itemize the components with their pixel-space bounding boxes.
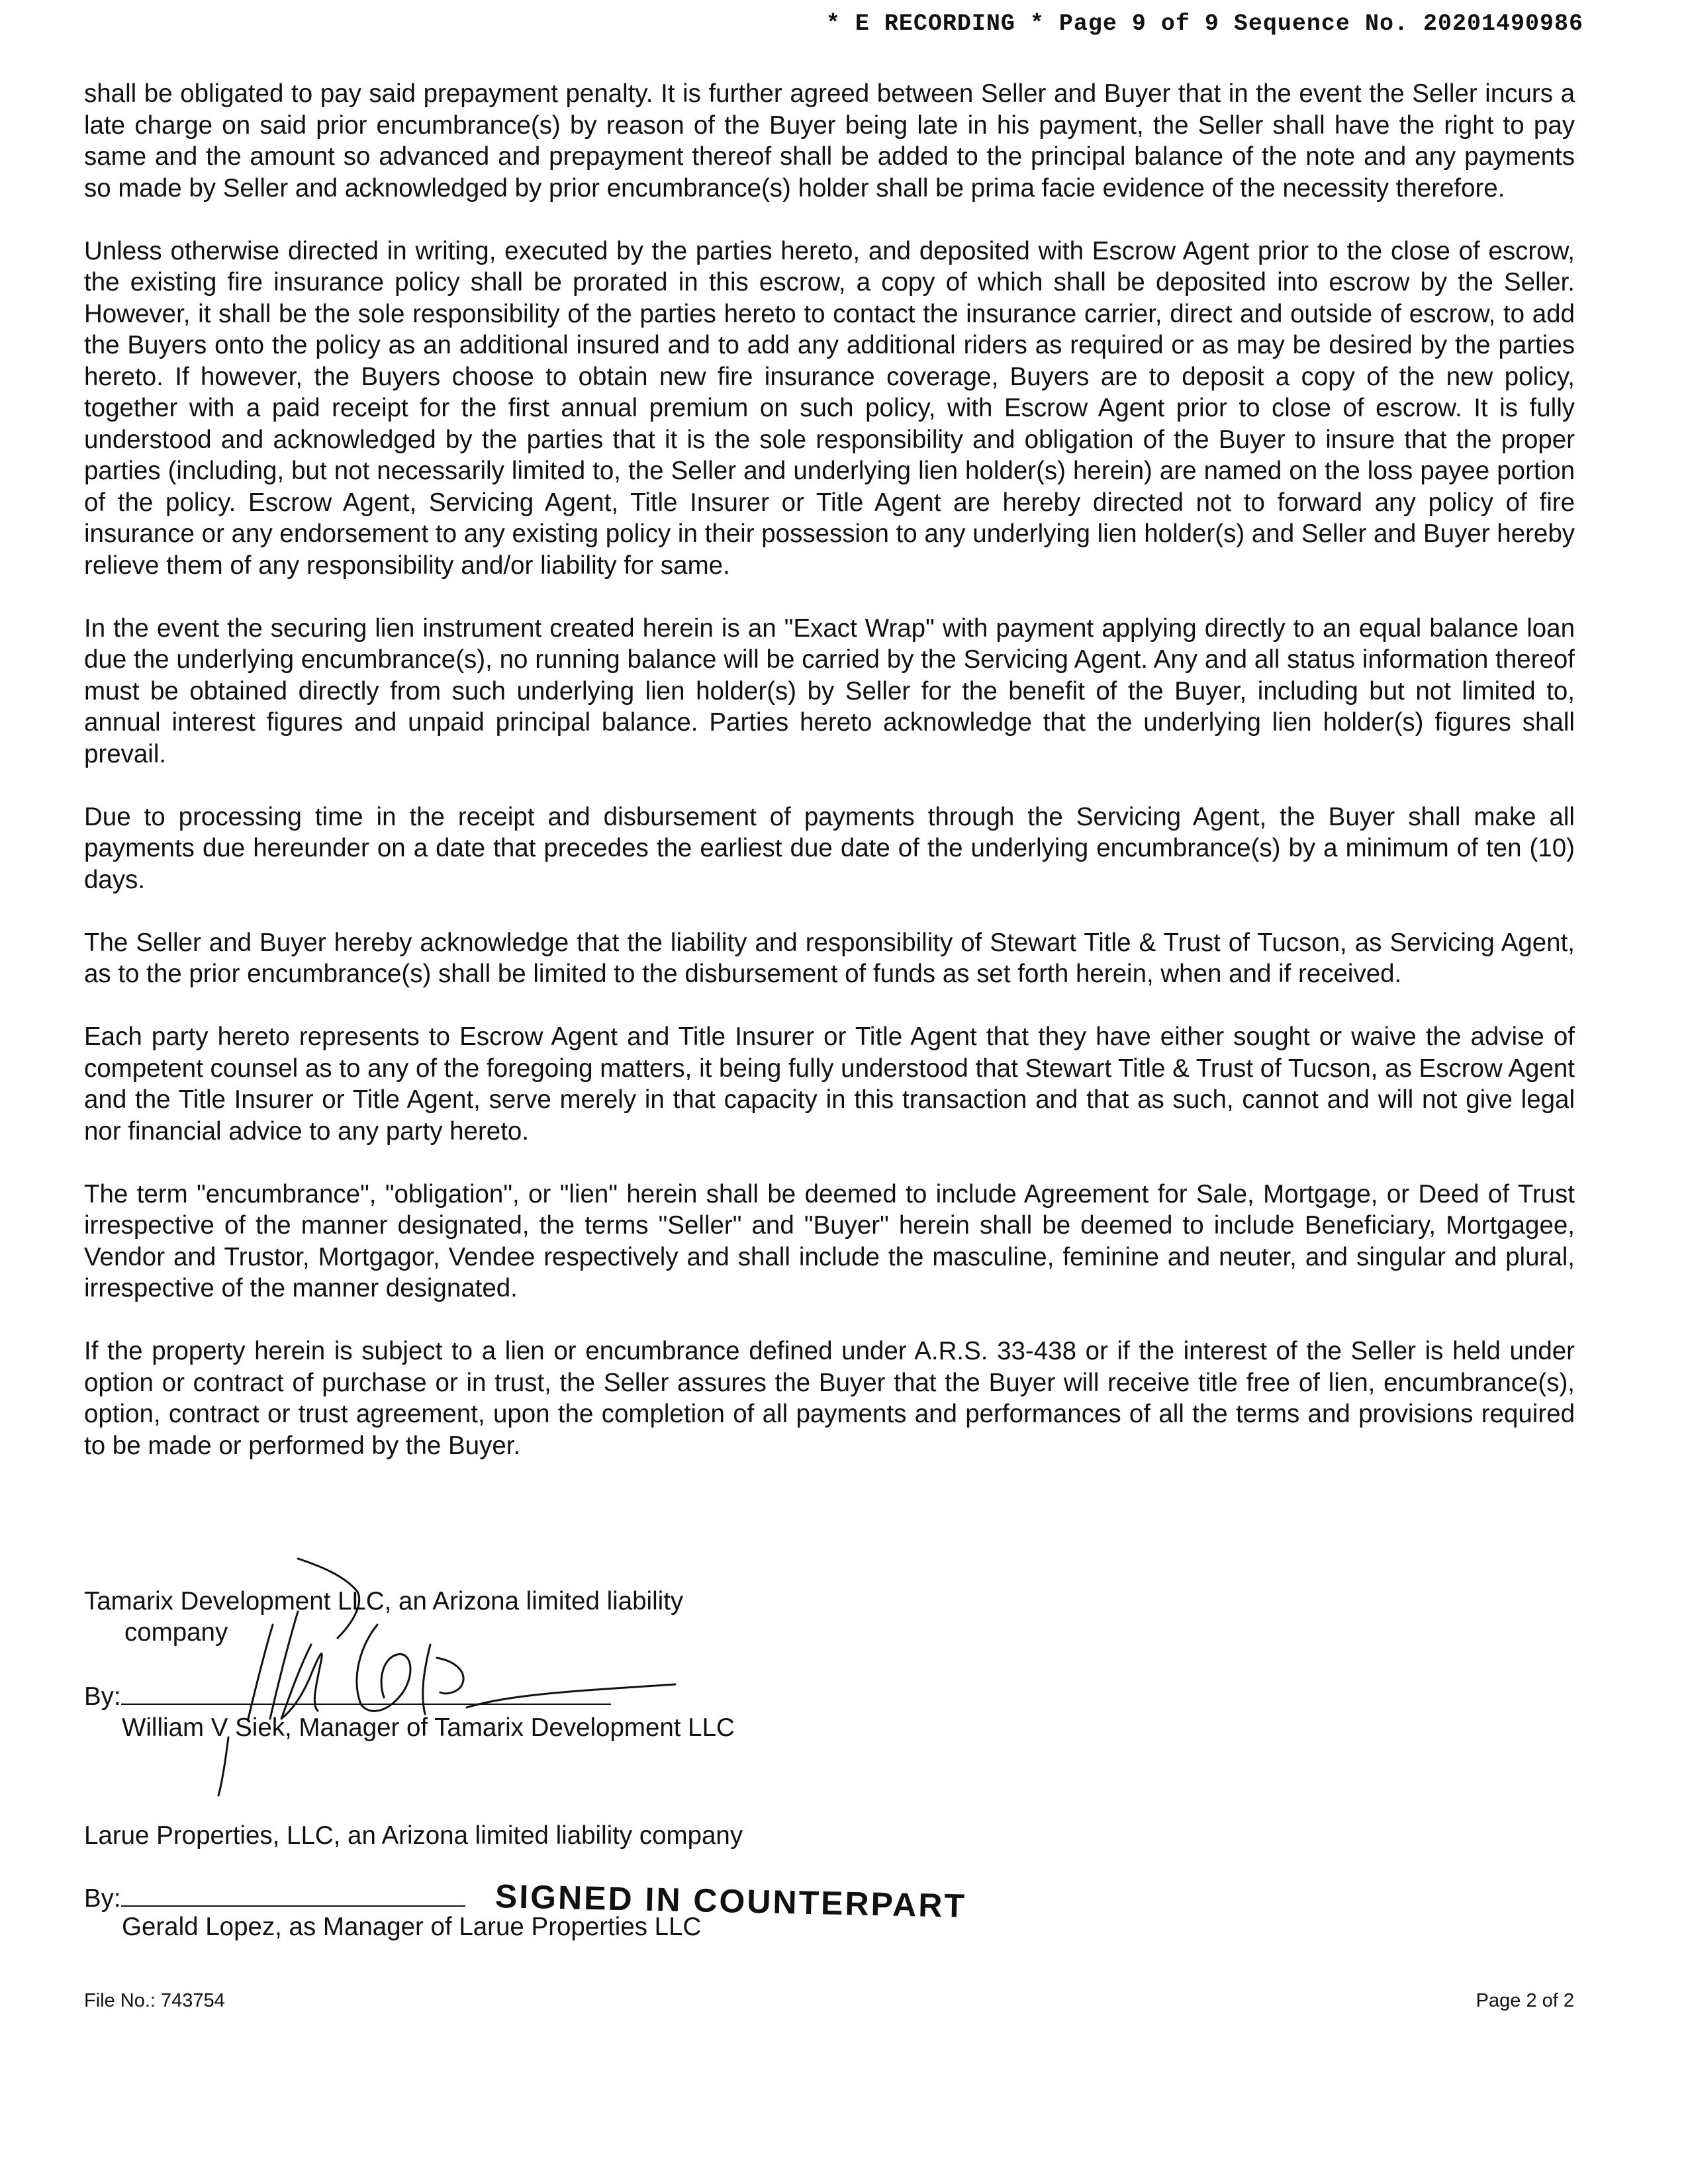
party2-signer: Gerald Lopez, as Manager of Larue Properties LLC — [122, 1913, 702, 1941]
page-number: Page 2 of 2 — [1476, 1990, 1574, 2011]
party1-by-label: By: — [84, 1682, 121, 1711]
file-number: File No.: 743754 — [84, 1990, 225, 2011]
party2-signature-line — [121, 1905, 465, 1907]
paragraph-definitions: The term "encumbrance", "obligation", or "lien" herein shall be deemed to include Agreement for Sale, Mortgage, or Deed of Trust irrespective of the manner designated, the terms "Seller" and "Buyer" herein shall be deemed to include Beneficiary, Mortgagee, Vendor and Trustor, Mortgagor, Vendee respectively and shall include the masculine, feminine and neuter, and singular and plural, irrespective of the manner designated. — [84, 1179, 1575, 1302]
document-body — [84, 78, 1575, 1461]
signed-in-counterpart-stamp: SIGNED IN COUNTERPART — [494, 1878, 967, 1925]
party1-signer: William V Siek, Manager of Tamarix Development LLC — [122, 1713, 735, 1742]
party1-name-line2: company — [124, 1618, 228, 1647]
paragraph-fire-insurance: Unless otherwise directed in writing, executed by the parties hereto, and deposited with Escrow Agent prior to the close of escrow, the existing fire insurance policy shall be prorated in this escrow, a copy of which shall be deposited into escrow by the Seller. However, it shall be the sole responsibility of the parties hereto to contact the insurance carrier, direct and outside of escrow, to add the Buyers onto the policy as an additional insured and to add any additional riders as required or as may be desired by the parties hereto. If however, the Buyers choose to obtain new fire insurance coverage, Buyers are to deposit a copy of the new policy, together with a paid receipt for the first annual premium on such policy, with Escrow Agent prior to close of escrow. It is fully understood and acknowledged by the parties that it is the sole responsibility and obligation of the Buyer to insure that the proper parties (including, but not necessarily limited to, the Seller and underlying lien holder(s) herein) are named on the loss payee portion of the policy. Escrow Agent, Servicing Agent, Title Insurer or Title Agent are hereby directed not to forward any policy of fire insurance or any endorsement to any existing policy in their possession to any underlying lien holder(s) and Seller and Buyer hereby relieve them of any responsibility and/or liability for same. — [84, 236, 1575, 580]
party1-name-line1: Tamarix Development LLC, an Arizona limited liability — [84, 1587, 684, 1615]
party2-by-row — [84, 1883, 465, 1914]
paragraph-processing-time: Due to processing time in the receipt and disbursement of payments through the Servicing Agent, the Buyer shall make all payments due hereunder on a date that precedes the earliest due date of the underlying encumbrance(s) by a minimum of ten (10) days. — [84, 802, 1575, 894]
handwritten-signature — [99, 1545, 695, 1797]
recording-header: * E RECORDING * Page 9 of 9 Sequence No. 20201490986 — [825, 11, 1583, 37]
paragraph-counsel: Each party hereto represents to Escrow Agent and Title Insurer or Title Agent that they have either sought or waive the advise of competent counsel as to any of the foregoing matters, it being fully understood that Stewart Title & Trust of Tucson, as Escrow Agent and the Title Insurer or Title Agent, serve merely in that capacity in this transaction and that as such, cannot and will not give legal nor financial advice to any party hereto. — [84, 1023, 1575, 1146]
party2-name: Larue Properties, LLC, an Arizona limited liability company — [84, 1821, 743, 1850]
paragraph-liability: The Seller and Buyer hereby acknowledge that the liability and responsibility of Stewart Title & Trust of Tucson, as Servicing Agent, as to the prior encumbrance(s) shall be limited to the disbursement of funds as set forth herein, when and if received. — [84, 928, 1575, 988]
paragraph-exact-wrap: In the event the securing lien instrument created herein is an "Exact Wrap" with payment applying directly to an equal balance loan due the underlying encumbrance(s), no running balance will be carried by the Servicing Agent. Any and all status information thereof must be obtained directly from such underlying lien holder(s) by Seller for the benefit of the Buyer, including but not limited to, annual interest figures and unpaid principal balance. Parties hereto acknowledge that the underlying lien holder(s) figures shall prevail. — [84, 614, 1575, 768]
paragraph-ars-33-438: If the property herein is subject to a lien or encumbrance defined under A.R.S. 33-438 or if the interest of the Seller is held under option or contract of purchase or in trust, the Seller assures the Buyer that the Buyer will receive title free of lien, encumbrance(s), option, contract or trust agreement, upon the completion of all payments and performances of all the terms and provisions required to be made or performed by the Buyer. — [84, 1337, 1575, 1460]
party2-by-label: By: — [84, 1884, 121, 1913]
paragraph-prepayment: shall be obligated to pay said prepayment penalty. It is further agreed between Seller and Buyer that in the event the Seller incurs a late charge on said prior encumbrance(s) by reason of the Buyer being late in his payment, the Seller shall have the right to pay same and the amount so advanced and prepayment thereof shall be added to the principal balance of the note and any payments so made by Seller and acknowledged by prior encumbrance(s) holder shall be prima facie evidence of the necessity therefore. — [84, 79, 1575, 203]
